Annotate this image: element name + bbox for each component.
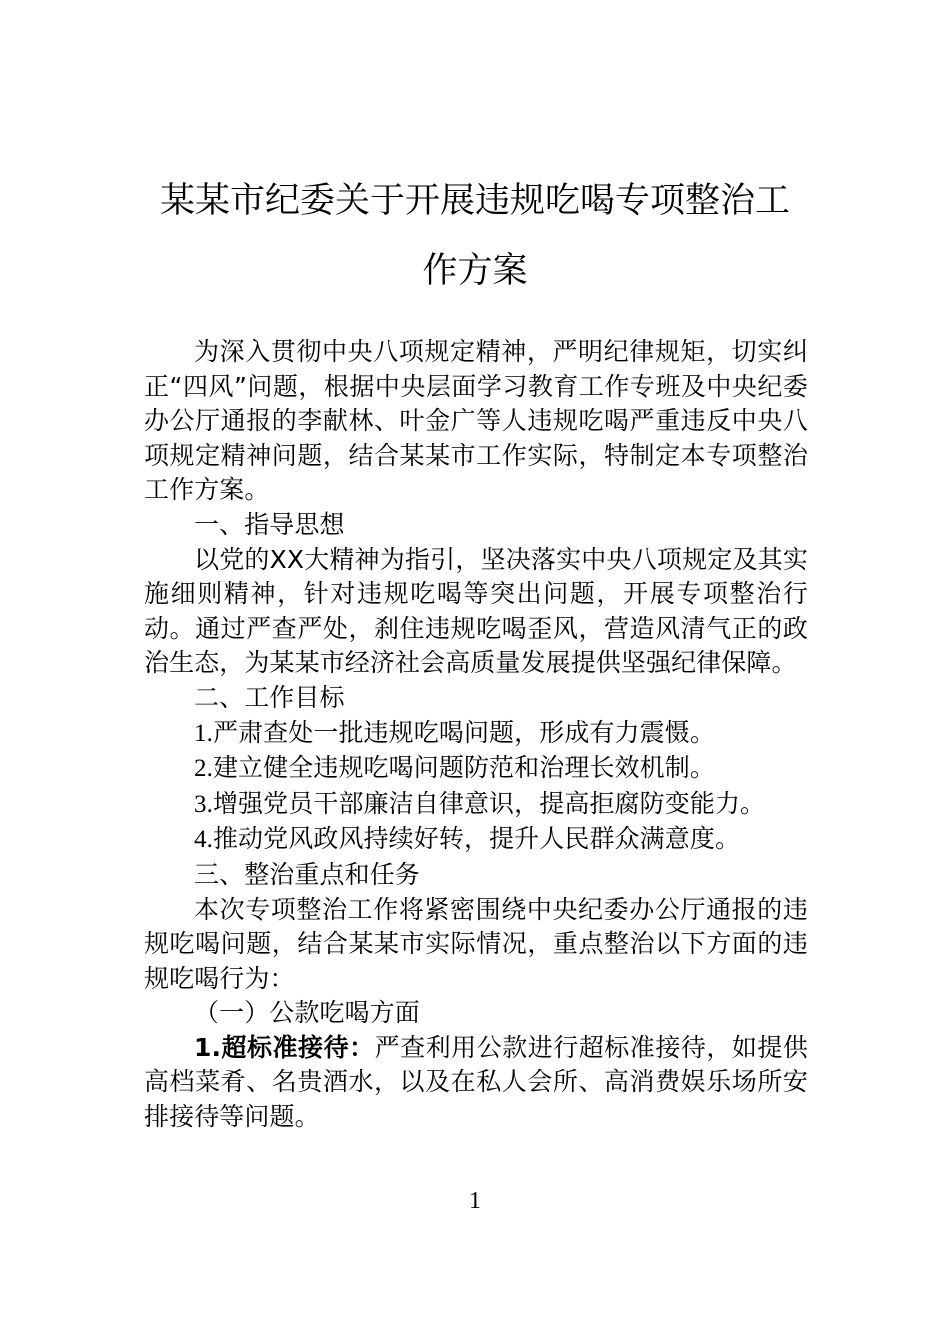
document-title [120,166,830,306]
item-1-label: 1.超标准接待： [194,1032,375,1062]
intro-paragraph: 为深入贯彻中央八项规定精神，严明纪律规矩，切实纠正“四风”问题，根据中央层面学习教育工作专班及中央纪委办公厅通报的李献林、叶金广等人违规吃喝严重违反中央八项规定精神问题，结合某某市工作实际，特制定本专项整治工作方案。 [144,337,808,505]
item-1-text: 严查利用公款进行超标准接待，如提供高档菜肴、名贵酒水，以及在私人会所、高消费娱乐场所安排接待等问题。 [144,1032,809,1132]
goal-item-2 [144,751,808,787]
section-3-heading: 三、整治重点和任务 [194,859,420,889]
goal-1-number: 1. [194,719,213,747]
goal-item-1 [144,716,808,752]
title-line-2: 作方案 [422,251,528,291]
document-body [144,335,808,1135]
goal-4-text: 推动党风政风持续好转，提升人民群众满意度。 [212,824,741,854]
section-2-heading: 二、工作目标 [194,682,345,712]
goal-3-number: 3. [194,790,213,818]
goal-item-4 [144,822,808,858]
title-line-1: 某某市纪委关于开展违规吃喝专项整治工 [159,181,790,221]
goal-item-3 [144,787,808,823]
section-3-paragraph: 本次专项整治工作将紧密围绕中央纪委办公厅通报的违规吃喝问题，结合某某市实际情况，重点整治以下方面的违规吃喝行为： [144,894,808,993]
goal-2-text: 建立健全违规吃喝问题防范和治理长效机制。 [212,753,715,783]
subsection-1-heading: （一）公款吃喝方面 [194,998,420,1028]
section-1-paragraph: 以党的XX大精神为指引，坚决落实中央八项规定及其实施细则精神，针对违规吃喝等突出问题，开展专项整治行动。通过严查严处，刹住违规吃喝歪风，营造风清气正的政治生态，为某某市经济社会高质量发展提供坚强纪律保障。 [144,544,808,678]
goal-4-number: 4. [194,826,213,854]
item-1-paragraph [144,1031,808,1135]
section-1-heading: 一、指导思想 [194,509,345,539]
page-number: 1 [469,1188,481,1214]
goal-3-text: 增强党员干部廉洁自律意识，提高拒腐防变能力。 [212,788,766,818]
goal-1-text: 严肃查处一批违规吃喝问题，形成有力震慑。 [212,717,715,747]
goal-2-number: 2. [194,755,213,783]
